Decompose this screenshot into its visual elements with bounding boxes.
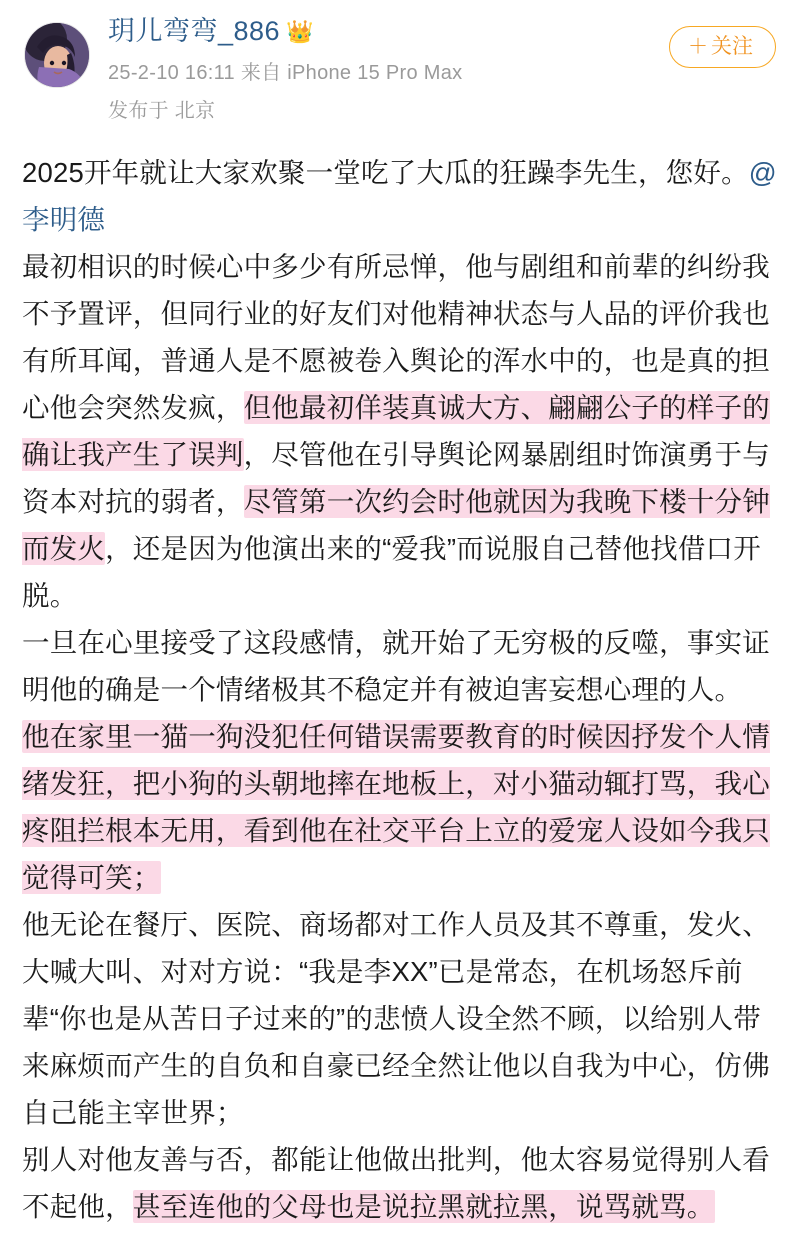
mention-link[interactable]: @李明德 xyxy=(22,157,777,235)
post-paragraph xyxy=(22,243,778,619)
highlighted-text: 甚至连他的父母也是说拉黑就拉黑，说骂就骂。 xyxy=(132,1191,715,1222)
highlighted-text: 尽管第一次约会时他就因为我晚下楼十分钟而发火 xyxy=(22,486,770,564)
plus-icon: ＋ xyxy=(688,35,708,58)
post-paragraph xyxy=(22,901,778,1136)
follow-button-wrap xyxy=(669,18,776,68)
post-paragraph xyxy=(22,713,778,901)
post-meta-location: 发布于 北京 xyxy=(108,100,216,122)
post-text: 别人对他友善与否，都能让他做出批判，他太容易觉得别人看不起他， xyxy=(22,1144,770,1222)
author-name-row xyxy=(108,18,669,45)
highlighted-text: 但他最初佯装真诚大方、翩翩公子的样子的确让我产生了误判 xyxy=(22,392,770,470)
post-text: 一旦在心里接受了这段感情，就开始了无穷极的反噬，事实证明他的确是一个情绪极其不稳定并有被迫害妄想心理的人。 xyxy=(22,627,770,705)
post-text: 最初相识的时候心中多少有所忌惮，他与剧组和前辈的纠纷我不予置评，但同行业的好友们对他精神状态与人品的评价我也有所耳闻，普通人是不愿被卷入舆论的浑水中的，也是真的担心他会突然发疯， xyxy=(22,251,770,423)
follow-button-label: 关注 xyxy=(711,35,753,58)
avatar-image xyxy=(24,22,90,88)
post-paragraph xyxy=(22,1136,778,1230)
follow-button[interactable] xyxy=(669,26,776,68)
post-text: 2025开年就让大家欢聚一堂吃了大瓜的狂躁李先生，您好。 xyxy=(22,157,749,188)
highlighted-text: 他在家里一猫一狗没犯任何错误需要教育的时候因抒发个人情绪发狂，把小狗的头朝地摔在地板上，对小猫动辄打骂，我心疼阻拦根本无用，看到他在社交平台上立的爱宠人设如今我只觉得可笑； xyxy=(22,721,770,893)
crown-icon: 👑 xyxy=(286,18,314,44)
post-text: ，尽管他在引导舆论网暴剧组时饰演勇于与资本对抗的弱者， xyxy=(22,439,770,517)
post-header xyxy=(0,0,800,127)
post-content xyxy=(0,127,800,1256)
author-name[interactable]: 玥儿弯弯_886 xyxy=(108,16,281,46)
avatar[interactable] xyxy=(24,22,90,88)
post-paragraph xyxy=(22,149,778,243)
post-meta-time-device: 25-2-10 16:11 来自 iPhone 15 Pro Max xyxy=(108,62,463,84)
post-paragraph xyxy=(22,619,778,713)
author-block xyxy=(90,18,669,123)
post-text: ，还是因为他演出来的“爱我”而说服自己替他找借口开脱。 xyxy=(22,533,761,611)
post-text: 他无论在餐厅、医院、商场都对工作人员及其不尊重，发火、大喊大叫、对对方说：“我是李XX”已是常态，在机场怒斥前辈“你也是从苦日子过来的”的悲愤人设全然不顾，以给别人带来麻烦而产生的自负和自豪已经全然让他以自我为中心，仿佛自己能主宰世界； xyxy=(22,909,770,1128)
